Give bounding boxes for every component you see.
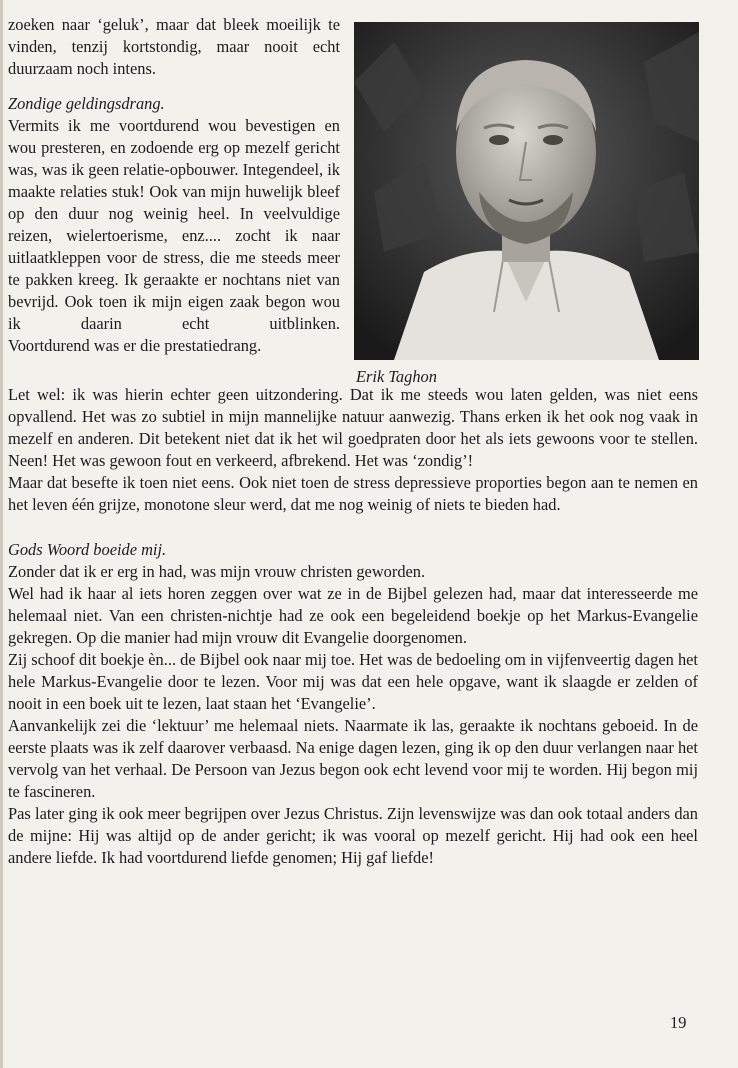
main-text-column: [8, 384, 698, 869]
body-paragraph: Aanvankelijk zei die ‘lektuur’ me helemaal niets. Naarmate ik las, geraakte ik nochtans geboeid. In de eerste plaats was ik zelf daarover verbaasd. Na enige dagen lezen, ging ik op den duur verlangen naar het vervolg van het verhaal. De Persoon van Jezus begon ook echt levend voor mij te worden. Hij begon mij te fascineren.: [8, 716, 698, 801]
body-paragraph: Zij schoof dit boekje èn... de Bijbel ook naar mij toe. Het was de bedoeling om in vijfenveertig dagen het hele Markus-Evangelie door te lezen. Voor mij was dat een hele opgave, want ik slaagde er zelden of nooit in een boek uit te lezen, laat staan het ‘Evangelie’.: [8, 650, 698, 713]
geldingsdrang-last-line: Voortdurend was er die prestatiedrang.: [8, 336, 262, 355]
portrait-illustration: [354, 22, 699, 360]
body-paragraph: Pas later ging ik ook meer begrijpen over Jezus Christus. Zijn levenswijze was dan ook totaal anders dan de mijne: Hij was altijd op de ander gericht; ik was vooral op mezelf gericht. Hij had ook een heel andere liefde. Ik had voortdurend liefde genomen; Hij gaf liefde!: [8, 804, 698, 867]
section-heading-gods-woord: Gods Woord boeide mij.: [8, 540, 167, 559]
page-number: 19: [670, 1013, 687, 1032]
body-paragraph: Let wel: ik was hierin echter geen uitzondering. Dat ik me steeds wou laten gelden, was niet eens opvallend. Het was zo subtiel in mijn mannelijke natuur aanwezig. Thans erken ik het ook nog vaak in mezelf en anderen. Dit betekent niet dat ik het wil goedpraten door het als iets gewoons voor te stellen. Neen! Het was gewoon fout en verkeerd, afbrekend. Het was ‘zondig’!: [8, 385, 698, 470]
portrait-photo: [354, 22, 699, 360]
intro-paragraph: zoeken naar ‘geluk’, maar dat bleek moeilijk te vinden, tenzij kortstondig, maar nooit echt duurzaam noch intens.: [8, 15, 340, 78]
body-paragraph: Maar dat besefte ik toen niet eens. Ook niet toen de stress depressieve proporties begon aan te nemen en het leven één grijze, monotone sleur werd, dat me nog weinig of niets te bieden had.: [8, 473, 698, 514]
photo-column: [354, 22, 699, 388]
body-paragraph: Wel had ik haar al iets horen zeggen over wat ze in de Bijbel gelezen had, maar dat interesseerde me helemaal niet. Van een christen-nichtje had ze ook een begeleidend boekje op het Markus-Evangelie gekregen. Op die manier had mijn vrouw dit Evangelie doorgenomen.: [8, 584, 698, 647]
body-paragraph: Zonder dat ik er erg in had, was mijn vrouw christen geworden.: [8, 562, 426, 581]
page-binding-edge: [0, 0, 3, 1068]
intro-column: [8, 14, 340, 357]
photo-caption: Erik Taghon: [356, 367, 437, 386]
geldingsdrang-paragraph: Vermits ik me voortdurend wou bevestigen en wou presteren, en zodoende erg op mezelf gericht was, was ik geen relatie-opbouwer. Integendeel, ik maakte relaties stuk! Ook van mijn huwelijk bleef op den duur nog weinig heel. In veelvuldige reizen, wielertoerisme, enz.... zocht ik naar uitlaatkleppen voor de stress, die me steeds meer te pakken kreeg. Ik geraakte er nochtans niet van bevrijd. Ook toen ik mijn eigen zaak begon wou ik daarin echt uitblinken.: [8, 116, 340, 333]
section-heading-geldingsdrang: Zondige geldingsdrang.: [8, 94, 165, 113]
